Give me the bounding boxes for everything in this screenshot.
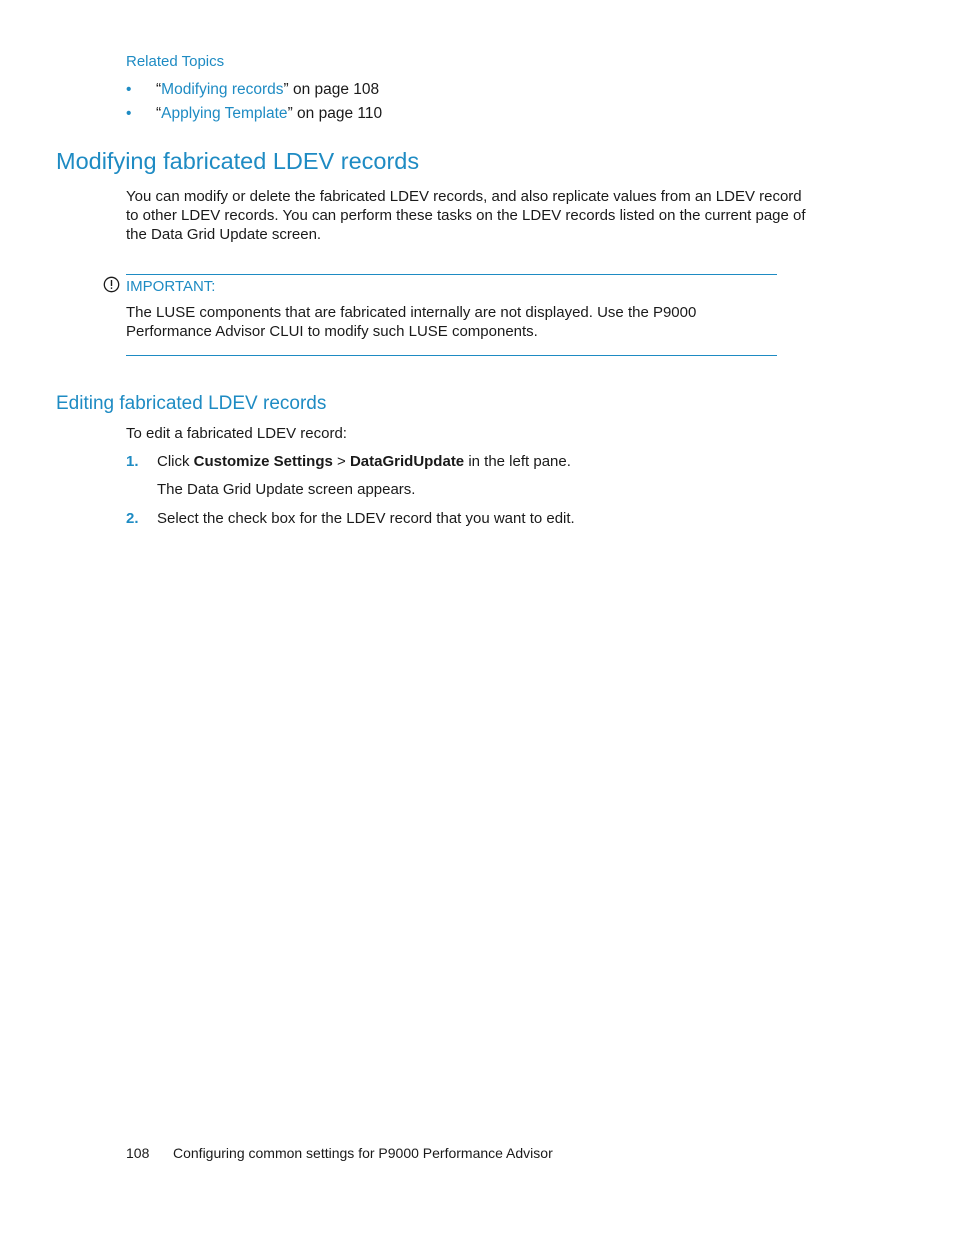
procedure-lead: To edit a fabricated LDEV record: (126, 425, 347, 442)
step-number: 1. (126, 453, 139, 470)
important-top-rule (126, 274, 777, 275)
subsection-heading: Editing fabricated LDEV records (56, 393, 327, 414)
important-bottom-rule (126, 355, 777, 356)
exclamation-circle-icon (103, 276, 120, 293)
ui-path-datagridupdate: DataGridUpdate (349, 453, 465, 470)
page-footer (126, 1145, 553, 1161)
step-text: Click Customize Settings > DataGridUpdate in the left pane. (157, 453, 571, 470)
related-topics-title: Related Topics (126, 53, 225, 70)
page-number: 108 (126, 1145, 150, 1161)
important-text: The LUSE components that are fabricated internally are not displayed. Use the P9000 Performance Advisor CLUI to modify such LUSE components. (126, 304, 697, 340)
link-applying-template[interactable]: Applying Template (161, 105, 288, 122)
bullet-icon: • (126, 81, 132, 98)
link-modifying-records[interactable]: Modifying records (161, 81, 284, 98)
step-result: The Data Grid Update screen appears. (157, 481, 416, 498)
important-label: IMPORTANT: (126, 278, 216, 295)
step-text: Select the check box for the LDEV record that you want to edit. (157, 510, 575, 527)
ui-path-customize-settings: Customize Settings (193, 453, 333, 470)
related-topic-item: • “Modifying records” on page 108 (126, 81, 380, 98)
section-intro: You can modify or delete the fabricated LDEV records, and also replicate values from an LDEV record to other LDEV records. You can perform these tasks on the LDEV records listed on the current page of the Data Grid Update screen. (126, 188, 806, 243)
related-topic-item: • “Applying Template” on page 110 (126, 105, 383, 122)
chapter-title: Configuring common settings for P9000 Performance Advisor (173, 1145, 553, 1161)
bullet-icon: • (126, 105, 132, 122)
step-number: 2. (126, 510, 139, 527)
section-heading: Modifying fabricated LDEV records (56, 148, 420, 174)
